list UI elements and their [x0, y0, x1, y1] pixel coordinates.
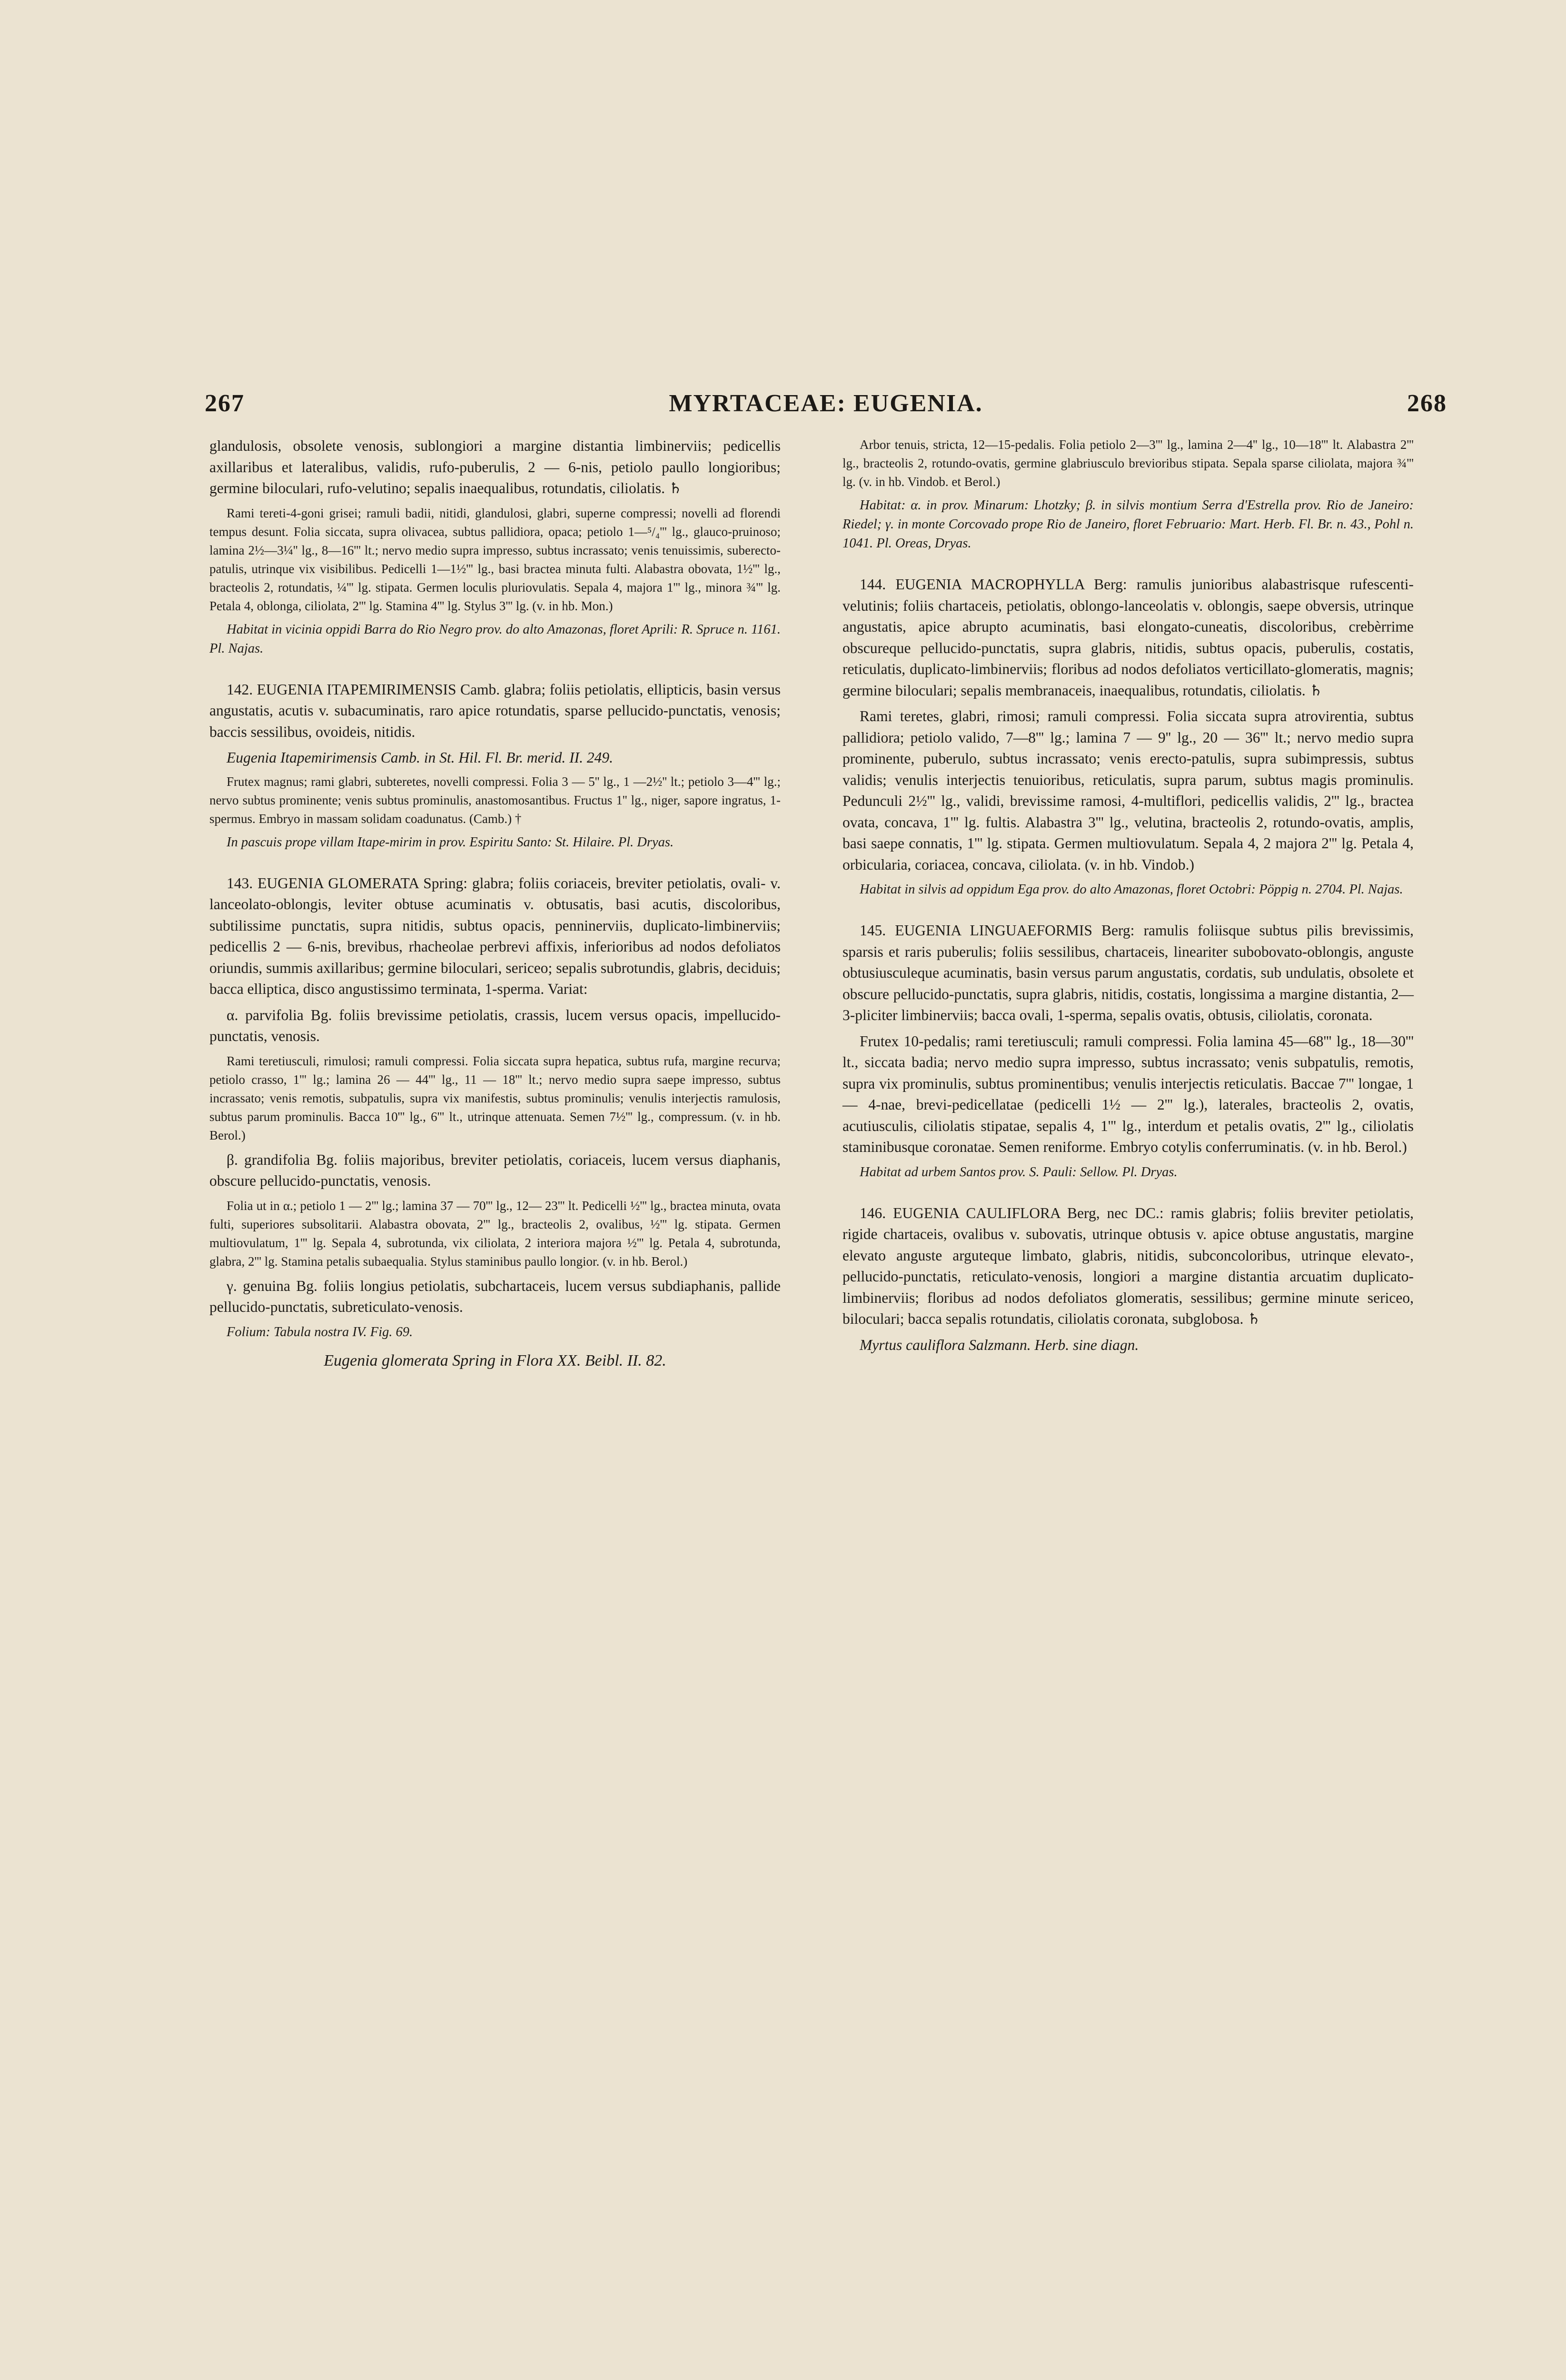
- running-title: MYRTACEAE: EUGENIA.: [669, 390, 983, 417]
- habitat-note: Habitat in silvis ad oppidum Ega prov. do alto Amazonas, floret Octobri: Pöppig n. 2704. Pl. Najas.: [860, 882, 1403, 897]
- paragraph: Rami teretiusculi, rimulosi; ramuli compressi. Folia siccata supra hepatica, subtus rufa, margine recurva; petiolo crasso, 1''' lg.; lamina 26 — 44''' lg., 11 — 18''' lt.; nervo medio supra saepe impresso, subtus incrassato; venis remotis, subpatulis, supra vix manifestis, subtus prominulis; venulis interjectis ramulosis, subtus parum prominulis. Bacca 10''' lg., 6''' lt., utrinque attenuata. Semen 7½''' lg., compressum. (v. in hb. Berol.): [209, 1053, 781, 1142]
- species-heading-145: 145. EUGENIA LINGUAEFORMIS Berg: ramulis foliisque subtus pilis brevissimis, sparsis et raris puberulis; foliis sessilibus, chartaceis, lineariter subobovato-oblongis, anguste obtusiusculeque acuminatis, basin versus parum angustatis, cordatis, sub undulatis, obsolete et obscure pellucido-punctatis, supra glabris, nitidis, costatis, longissima a margine distantia, 2—3-pliciter limbinerviis; bacca ovali, 1-sperma, sepalis ovatis, obtusis, ciliolatis, coronata.: [842, 922, 1414, 1023]
- habitat-note: Habitat: α. in prov. Minarum: Lhotzky; β. in silvis montium Serra d'Estrella prov. Rio de Janeiro: Riedel; γ. in monte Corcovado prope Rio de Janeiro, floret Februario: Mart. Herb. Fl. Br. n. 43., Pohl n. 1041. Pl. Oreas, Dryas.: [842, 498, 1414, 551]
- paragraph: Rami teretes, glabri, rimosi; ramuli compressi. Folia siccata supra atrovirentia, subtus pallidiora; petiolo valido, 7—8''' lg.; lamina 7 — 9'' lg., 20 — 36''' lt.; nervo medio supra prominente, puberulo, subtus incrassato; venis erecto-patulis, supra subimpressis, subtus validis; venulis interjectis tenuioribus, reticulatis, supra parum, subtus magis prominulis. Pedunculi 2½''' lg., validi, brevissime ramosi, 4-multiflori, pedicellis validis, 2''' lg., bractea ovata, concava, 1''' lg. fultis. Alabastra 3''' lg., velutina, bracteolis 2, rotundo-ovatis, amplis, basi saepe connatis, 1''' lg. stipata. Germen multiovulatum. Sepala 4, 2 majora 2''' lg. Petala 4, orbicularia, coriacea, concava, ciliolata. (v. in hb. Vindob.): [842, 708, 1414, 873]
- paragraph: Folia ut in α.; petiolo 1 — 2''' lg.; lamina 37 — 70''' lg., 12— 23''' lt. Pedicelli ½''' lg., bractea minuta, ovata fulti, superiores subsolitarii. Alabastra obovata, 2''' lg., bracteolis 2, ovalibus, ½''' lg. stipata. Germen multiovulatum, 1''' lg. Sepala 4, subrotunda, vix ciliolata, 2 interiora majora ½''' lg. Petala 4, subrotunda, glabra, 2''' lg. Stamina petalis subaequalia. Stylus staminibus paullo longior. (v. in hb. Berol.): [209, 1198, 781, 1269]
- species-heading-143: 143. EUGENIA GLOMERATA Spring: glabra; foliis coriaceis, breviter petiolatis, ovali- v. lanceolato-oblongis, leviter obtuse acuminatis v. obtusatis, basi acutis, discoloribus, subtilissime punctatis, supra nitidis, subtus opacis, penninerviis, duplicato-limbinerviis; pedicellis 2 — 6-nis, brevibus, rhacheolae perbrevi affixis, inferioribus ad nodos defoliatos oriundis, summis axillaribus; germine biloculari, sericeo; sepalis subrotundis, glabris, deciduis; bacca elliptica, disco angustissimo terminata, 1-sperma. Variat:: [209, 874, 781, 997]
- reference: Eugenia glomerata Spring in Flora XX. Beibl. II. 82.: [324, 1351, 666, 1369]
- paragraph: Frutex magnus; rami glabri, subteretes, novelli compressi. Folia 3 — 5'' lg., 1 —2½'' lt.; petiolo 3—4''' lg.; nervo subtus prominente; venis subtus prominulis, anastomosantibus. Fructus 1'' lg., niger, sapore ingratus, 1-spermus. Embryo in massam solidam coadunatus. (Camb.) †: [209, 774, 781, 826]
- variety-beta: β. grandifolia Bg. foliis majoribus, breviter petiolatis, coriaceis, lucem versus diaphanis, obscure pellucido-punctatis, venosis.: [209, 1151, 781, 1189]
- left-column: [209, 436, 781, 2368]
- paragraph: Rami tereti-4-goni grisei; ramuli badii, nitidi, glandulosi, glabri, superne compressi; novelli ad florendi tempus desunt. Folia siccata, supra olivacea, subtus pallidiora, opaca; petiolo 1—⁵/₄''' lg., glauco-pruinoso; lamina 2½—3¼'' lg., 8—16''' lt.; nervo medio supra impresso, subtus incrassato; venis tenuissimis, suberecto-patulis, utrinque vix visibilibus. Pedicelli 1—1½''' lg., basi bractea minuta fulti. Alabastra obovata, 1½''' lg., bracteolis 2, rotundatis, ¼''' lg. stipata. Germen loculis pluriovulatis. Sepala 4, majora 1''' lg., minora ¾''' lg. Petala 4, oblonga, ciliolata, 2''' lg. Stamina 4''' lg. Stylus 3''' lg. (v. in hb. Mon.): [209, 506, 781, 613]
- species-heading-146: 146. EUGENIA CAULIFLORA Berg, nec DC.: ramis glabris; foliis breviter petiolatis, rigide chartaceis, ovalibus v. subovatis, utrinque obtusis v. apice obtuse angustatis, margine elevato anguste arguteque limbato, glabris, nitidis, subconcoloribus, utrinque elevato-, pellucido-punctatis, reticulato-venosis, longiori a margine distantia arcuatim duplicato-limbinerviis; floribus ad nodos defoliatos glomeratis, sessilibus; germine minute sericeo, biloculari; bacca sepalis rotundatis, ciliolatis coronata, subglobosa. ♄: [842, 1204, 1414, 1327]
- habitat-note: In pascuis prope villam Itape-mirim in prov. Espiritu Santo: St. Hilaire. Pl. Dryas.: [227, 834, 674, 850]
- species-heading-142: 142. EUGENIA ITAPEMIRIMENSIS Camb. glabra; foliis petiolatis, ellipticis, basin versus angustatis, acutis v. subacuminatis, raro apice rotundatis, sparse pellucido-punctatis, venosis; baccis sessilibus, ovoideis, nitidis.: [209, 681, 781, 740]
- right-column: [842, 436, 1414, 2368]
- variety-gamma: γ. genuina Bg. foliis longius petiolatis, subchartaceis, lucem versus subdiaphanis, pallide pellucido-punctatis, subreticulato-venosis.: [209, 1277, 781, 1315]
- variety-alpha: α. parvifolia Bg. foliis brevissime petiolatis, crassis, lucem versus opacis, impellucido-punctatis, venosis.: [209, 1006, 781, 1044]
- paragraph: glandulosis, obsolete venosis, sublongiori a margine distantia limbinerviis; pedicellis axillaribus et lateralibus, validis, rufo-puberulis, 2 — 6-nis, petiolo paullo longioribus; germine biloculari, rufo-velutino; sepalis inaequalibus, rotundatis, ciliolatis. ♄: [209, 437, 781, 496]
- page-number-left: 267: [205, 390, 245, 417]
- habitat-note: Habitat in vicinia oppidi Barra do Rio Negro prov. do alto Amazonas, floret Aprili: R. Spruce n. 1161. Pl. Najas.: [209, 622, 781, 656]
- running-header: [205, 389, 1447, 427]
- paragraph: Arbor tenuis, stricta, 12—15-pedalis. Folia petiolo 2—3''' lg., lamina 2—4'' lg., 10—18''' lt. Alabastra 2''' lg., bracteolis 2, rotundo-ovatis, germine glabriusculo brevioribus stipata. Sepala sparse ciliolata, majora ¾''' lg. (v. in hb. Vindob. et Berol.): [842, 437, 1414, 489]
- species-heading-144: 144. EUGENIA MACROPHYLLA Berg: ramulis junioribus alabastrisque rufescenti-velutinis; foliis chartaceis, petiolatis, oblongo-lanceolatis v. oblongis, saepe obversis, utrinque angustatis, apice abrupto acuminatis, basi elongato-cuneatis, discoloribus, crebèrrime obscureque pellucido-punctatis, supra glabris, nitidis, subtus opacis, puberulis, costatis, reticulatis, duplicato-limbinerviis; floribus ad nodos defoliatos verticillato-glomeratis, magnis; germine biloculari; sepalis membranaceis, inaequalibus, rotundatis, ciliolatis. ♄: [842, 576, 1414, 699]
- figure-reference: Folium: Tabula nostra IV. Fig. 69.: [227, 1324, 413, 1339]
- habitat-note: Habitat ad urbem Santos prov. S. Pauli: Sellow. Pl. Dryas.: [860, 1164, 1178, 1180]
- reference: Myrtus cauliflora Salzmann. Herb. sine diagn.: [860, 1336, 1139, 1353]
- paragraph: Frutex 10-pedalis; rami teretiusculi; ramuli compressi. Folia lamina 45—68''' lg., 18—30''' lt., siccata badia; nervo medio supra impresso, subtus incrassato; venis subpatulis, remotis, supra vix prominulis, subtus prominentibus; venulis interjectis reticulatis. Baccae 7''' longae, 1 — 4-nae, brevi-pedicellatae (pedicelli 1½ — 2''' lg.), laterales, bracteolis 2, ovatis, acutiusculis, ciliolatis stipatae, sepalis 4, 1''' lg., interdum et petalis ovatis, 2''' lg., ciliolatis staminibusque coronatae. Semen reniforme. Embryo cotylis conferruminatis. (v. in hb. Berol.): [842, 1032, 1414, 1155]
- page-number-right: 268: [1407, 390, 1447, 417]
- reference: Eugenia Itapemirimensis Camb. in St. Hil. Fl. Br. merid. II. 249.: [227, 749, 613, 766]
